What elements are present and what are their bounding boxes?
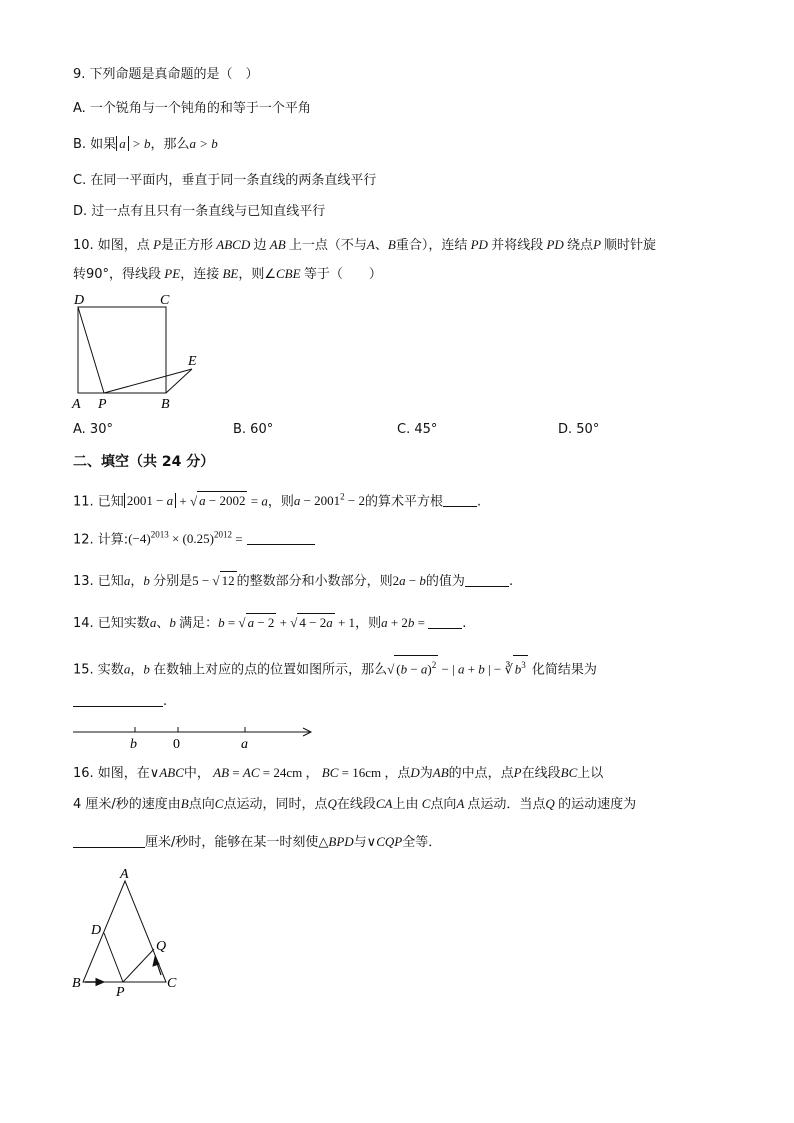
axis-label-zero: 0 (173, 737, 180, 752)
section-title: 二、填空（共 24 分） (73, 454, 215, 470)
fig-label-p: P (116, 985, 125, 999)
fig-label-b: B (72, 976, 81, 991)
q9-stem: 9. 下列命题是真命题的是（ ） (73, 67, 259, 82)
q16-triangle-figure (68, 864, 188, 999)
fig-label-c: C (160, 293, 170, 308)
fig-label-d: D (74, 293, 85, 308)
fig-label-a: A (72, 397, 81, 412)
q13: 13. 已知a，b 分别是5 − √ 12 的整数部分和小数部分，则2a − b的值为 . (73, 573, 514, 589)
fig-label-p: P (98, 397, 107, 412)
fig-label-a: A (120, 867, 129, 882)
q9-option-d: D. 过一点有且只有一条直线与已知直线平行 (73, 204, 326, 219)
q16-line2: 4 厘米/秒的速度由B点向C点运动，同时，点Q在线段CA上由 C点向A 点运动．当点Q 的运动速度为 (73, 796, 637, 812)
q10-line1: 10. 如图，点 P是正方形 ABCD 边 AB 上一点（不与A、B重合），连结 PD 并将线段 PD 绕点P 顺时针旋 (73, 237, 657, 253)
q15-number-line (70, 722, 320, 752)
q15-answer-line: . (73, 693, 167, 711)
q16-line3: 厘米/秒时，能够在某一时刻使△BPD与∨CQP全等． (73, 833, 441, 852)
q15: 15. 实数a，b 在数轴上对应的点的位置如图所示，那么√ $(b - a)^2$ − | a + b | − ∛ $b^3$ 化简结果为 (73, 655, 597, 679)
q10-option-b: B. 60° (233, 422, 274, 437)
q10-option-c: C. 45° (397, 422, 438, 437)
fig-label-c: C (167, 976, 177, 991)
q16-line1: 16. 如图，在∨ABC中， AB = AC = 24cm ， BC = 16cm ，点D为AB的中点，点P在线段BC上以 (73, 765, 604, 781)
fig-label-b: B (161, 397, 170, 412)
q11: 11. 已知 2001 − a + √ a − 2002 = a，则$a - 2001^2 - 2$的算术平方根 . (73, 492, 482, 510)
q14: 14. 已知实数a、b 满足：b = √ a − 2 + √ 4 − 2a + 1，则a + 2b = . (73, 615, 467, 631)
q9-option-c: C. 在同一平面内，垂直于同一条直线的两条直线平行 (73, 173, 377, 188)
fig-label-e: E (188, 354, 197, 369)
fig-label-d: D (91, 923, 102, 938)
q10-option-a: A. 30° (73, 422, 113, 437)
axis-label-b: b (130, 737, 137, 752)
fig-label-q: Q (156, 939, 167, 954)
q10-square-figure (68, 288, 208, 413)
axis-label-a: a (241, 737, 248, 752)
q12: 12. 计算$:(-4)^{2013} \times (0.25)^{2012}$ = (73, 526, 315, 549)
q9-option-b: B. 如果 a > b，那么a > b (73, 136, 218, 152)
q10-line2: 转90°，得线段 PE，连接 BE，则∠CBE 等于（ ） (73, 266, 382, 282)
q10-option-d: D. 50° (558, 422, 600, 437)
q9-option-a: A. 一个锐角与一个钝角的和等于一个平角 (73, 101, 311, 116)
